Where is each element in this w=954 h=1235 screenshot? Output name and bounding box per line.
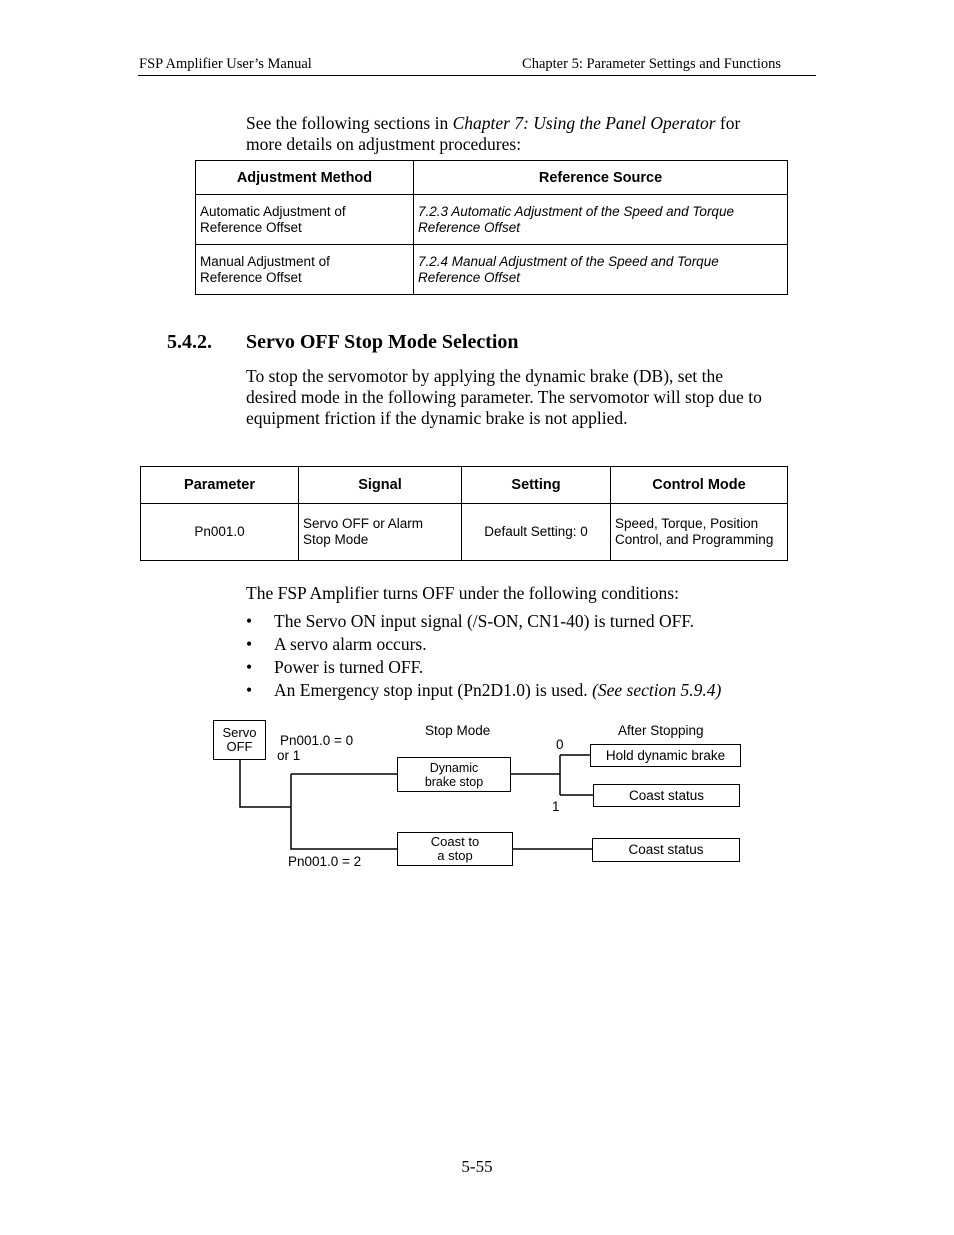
body-line: equipment friction if the dynamic brake is not applied. <box>246 408 628 428</box>
cell-line: Reference Offset <box>418 269 521 285</box>
label-line: or 1 <box>277 748 301 763</box>
cell-line: 7.2.4 Manual Adjustment of the Speed and Torque <box>418 253 719 269</box>
label-line: Pn001.0 = 0 <box>280 733 354 748</box>
table-row <box>196 195 788 245</box>
adjustment-method-cell <box>196 245 414 295</box>
signal-cell <box>299 504 462 561</box>
cell-line: Speed, Torque, Position <box>615 516 759 531</box>
table-header-row <box>141 467 788 504</box>
cell-line: Reference Offset <box>418 219 521 235</box>
list-item-text: A servo alarm occurs. <box>274 634 427 654</box>
condition-label-2: Pn001.0 = 2 <box>288 854 362 869</box>
cell-line: Automatic Adjustment of <box>200 203 346 219</box>
bullet-icon: • <box>246 657 253 677</box>
coast-status-box-1: Coast status <box>593 784 740 807</box>
cell-line: Control, and Programming <box>615 532 774 547</box>
dynamic-brake-stop-box <box>397 757 511 792</box>
body-line: desired mode in the following parameter. The servomotor will stop due to <box>246 387 762 407</box>
connector-trunk <box>291 774 398 849</box>
intro-chapter-ref: Chapter 7: Using the Panel Operator <box>452 113 716 133</box>
adjustment-table <box>195 160 788 295</box>
box-line: Servo <box>222 725 257 740</box>
column-header-signal: Signal <box>299 467 462 504</box>
bullet-icon: • <box>246 634 253 654</box>
box-line: Dynamic <box>429 760 479 775</box>
coast-status-box-2: Coast status <box>592 838 740 862</box>
list-item <box>246 610 721 633</box>
reference-source-cell <box>414 245 788 295</box>
list-item <box>246 679 721 702</box>
box-line: Coast to <box>430 834 480 849</box>
section-number: 5.4.2. <box>167 331 212 353</box>
box-line: a stop <box>437 848 473 863</box>
branch-0-label: 0 <box>556 737 564 752</box>
list-item-text: Power is turned OFF. <box>274 657 424 677</box>
body-line: To stop the servomotor by applying the dynamic brake (DB), set the <box>246 366 724 386</box>
condition-label-0-or-1 <box>277 733 353 763</box>
conditions-list <box>246 610 721 702</box>
stop-mode-header: Stop Mode <box>425 723 491 738</box>
connector-servo-off <box>240 759 291 807</box>
control-mode-cell <box>611 504 788 561</box>
list-item-text: An Emergency stop input (Pn2D1.0) is used. <box>274 680 593 700</box>
column-header-parameter: Parameter <box>141 467 299 504</box>
bullet-icon: • <box>246 680 253 700</box>
parameter-table <box>140 466 788 561</box>
servo-off-box <box>213 720 266 760</box>
box-line: brake stop <box>424 774 484 789</box>
intro-text-after: for <box>715 113 741 133</box>
box-line: OFF <box>226 739 253 754</box>
section-body <box>246 366 816 429</box>
cell-line: Manual Adjustment of <box>200 253 330 269</box>
table-header-row <box>196 161 788 195</box>
page-number: 5-55 <box>461 1157 493 1176</box>
cell-line: Stop Mode <box>303 532 369 547</box>
section-title: Servo OFF Stop Mode Selection <box>246 331 519 353</box>
after-stopping-header: After Stopping <box>618 723 704 738</box>
header-rule <box>138 75 816 76</box>
setting-cell: Default Setting: 0 <box>462 504 611 561</box>
list-item <box>246 656 721 679</box>
adjustment-method-cell <box>196 195 414 245</box>
reference-source-cell <box>414 195 788 245</box>
section-reference: (See section 5.9.4) <box>592 680 722 700</box>
column-header-control-mode: Control Mode <box>611 467 788 504</box>
coast-to-stop-box <box>397 832 513 866</box>
header-manual-title: FSP Amplifier User’s Manual <box>139 56 312 72</box>
list-item <box>246 633 721 656</box>
parameter-cell: Pn001.0 <box>141 504 299 561</box>
list-item-text: The Servo ON input signal (/S-ON, CN1-40) is turned OFF. <box>274 611 695 631</box>
hold-dynamic-brake-box: Hold dynamic brake <box>590 744 741 767</box>
column-header-reference-source: Reference Source <box>414 161 788 195</box>
cell-line: Servo OFF or Alarm <box>303 516 424 531</box>
cell-line: Reference Offset <box>200 219 302 235</box>
conditions-intro: The FSP Amplifier turns OFF under the following conditions: <box>246 583 679 603</box>
table-row <box>196 245 788 295</box>
bullet-icon: • <box>246 611 253 631</box>
intro-line2: more details on adjustment procedures: <box>246 134 522 154</box>
header-chapter-title: Chapter 5: Parameter Settings and Functions <box>522 56 781 72</box>
cell-line: Reference Offset <box>200 269 302 285</box>
branch-1-label: 1 <box>552 799 560 814</box>
cell-line: 7.2.3 Automatic Adjustment of the Speed and Torque <box>418 203 734 219</box>
column-header-adjustment-method: Adjustment Method <box>196 161 414 195</box>
table-row <box>141 504 788 561</box>
column-header-setting: Setting <box>462 467 611 504</box>
intro-text: See the following sections in <box>246 113 453 133</box>
intro-paragraph <box>246 113 806 155</box>
